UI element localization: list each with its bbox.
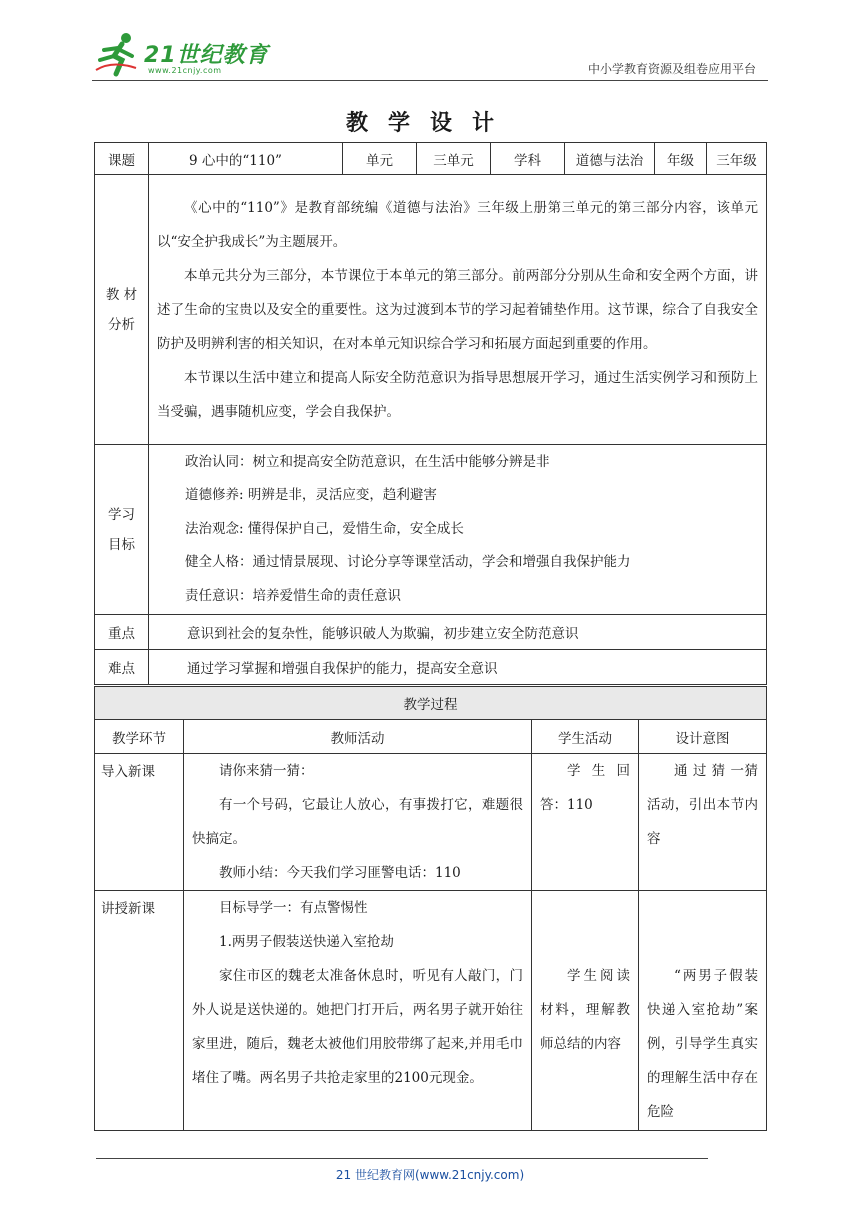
logo-text: 21世纪教育	[144, 43, 269, 68]
intent-text: 通 过 猜 一猜活动，引出本节内容	[647, 763, 758, 847]
analysis-paragraph: 本节课以生活中建立和提高人际安全防范意识为指导思想展开学习，通过生活实例学习和预防上当受骗，遇事随机应变，学会自我保护。	[157, 369, 758, 420]
student-text: 学生阅读材料，理解教师总结的内容	[540, 968, 630, 1052]
header-teacher: 教师活动	[184, 720, 532, 754]
analysis-paragraph: 《心中的“110”》是教育部统编《道德与法治》三年级上册第三单元的第三部分内容，该单元以“安全护我成长”为主题展开。	[157, 199, 758, 250]
table-row	[95, 891, 767, 1131]
difficulty-label: 难点	[95, 650, 149, 685]
analysis-label: 教 材 分析	[95, 175, 149, 445]
page-header	[0, 0, 860, 90]
header-student: 学生活动	[532, 720, 639, 754]
unit-label: 单元	[343, 143, 417, 175]
process-title: 教学过程	[95, 687, 767, 720]
grade-label: 年级	[655, 143, 707, 175]
teacher-line: 请你来猜一猜：	[219, 763, 314, 779]
intent-cell	[639, 754, 767, 891]
goal-item: 政治认同：树立和提高安全防范意识，在生活中能够分辨是非	[185, 453, 550, 470]
lesson-info-table	[94, 142, 767, 685]
teacher-line: 家住市区的魏老太准备休息时，听见有人敲门，门外人说是送快递的。她把门打开后，两名男子就开始往家里进，随后，魏老太被他们用胶带绑了起来,并用毛巾堵住了嘴。两名男子共抢走家里的2100元现金。	[192, 968, 523, 1086]
goals-label: 学习 目标	[95, 445, 149, 615]
logo	[92, 30, 272, 80]
stage-cell: 讲授新课	[95, 891, 184, 1131]
analysis-content	[149, 175, 767, 445]
subject-label: 学科	[491, 143, 565, 175]
lesson-label: 课题	[95, 143, 149, 175]
intent-text: “两男子假装快递入室抢劫”案例，引导学生真实的理解生活中存在危险	[647, 968, 758, 1120]
goal-item: 责任意识：培养爱惜生命的责任意识	[185, 587, 401, 604]
runner-logo-icon	[92, 30, 148, 78]
platform-name: 中小学教育资源及组卷应用平台	[587, 62, 756, 76]
student-cell	[532, 754, 639, 891]
table-row	[95, 754, 767, 891]
goals-content	[149, 445, 767, 615]
goal-item: 道德修养: 明辨是非，灵活应变，趋利避害	[185, 487, 437, 504]
teacher-line: 1.两男子假装送快递入室抢劫	[219, 934, 394, 950]
difficulty-text: 通过学习掌握和增强自我保护的能力，提高安全意识	[149, 650, 767, 685]
student-cell	[532, 891, 639, 1131]
stage-cell: 导入新课	[95, 754, 184, 891]
grade-value: 三年级	[707, 143, 767, 175]
header-divider	[92, 80, 768, 81]
teaching-process-table	[94, 686, 767, 1131]
unit-value: 三单元	[417, 143, 491, 175]
header-intent: 设计意图	[639, 720, 767, 754]
header-stage: 教学环节	[95, 720, 184, 754]
key-point-text: 意识到社会的复杂性，能够识破人为欺骗，初步建立安全防范意识	[149, 615, 767, 650]
intent-cell	[639, 891, 767, 1131]
teacher-line: 有一个号码，它最让人放心，有事拨打它，难题很快搞定。	[192, 797, 523, 847]
footer-divider	[96, 1158, 708, 1159]
teacher-line: 目标导学一：有点警惕性	[219, 900, 368, 916]
key-point-label: 重点	[95, 615, 149, 650]
page-title: 教学设计	[345, 111, 514, 136]
footer-link[interactable]: 21 世纪教育网(www.21cnjy.com)	[335, 1168, 525, 1182]
goal-item: 健全人格：通过情景展现、讨论分享等课堂活动，学会和增强自我保护能力	[185, 554, 631, 571]
teacher-cell	[184, 891, 532, 1131]
lesson-value: 9 心中的“110”	[149, 143, 343, 175]
analysis-paragraph: 本单元共分为三部分，本节课位于本单元的第三部分。前两部分分别从生命和安全两个方面，讲述了生命的宝贵以及安全的重要性。这为过渡到本节的学习起着铺垫作用。这节课，综合了自我安全防护及明辨利害的相关知识，在对本单元知识综合学习和拓展方面起到重要的作用。	[157, 267, 758, 352]
logo-url: www.21cnjy.com	[148, 66, 222, 75]
goal-item: 法治观念: 懂得保护自己，爱惜生命，安全成长	[185, 520, 464, 537]
student-text: 学 生 回答：110	[540, 763, 630, 813]
teacher-cell	[184, 754, 532, 891]
subject-value: 道德与法治	[565, 143, 655, 175]
teacher-line: 教师小结：今天我们学习匪警电话：110	[219, 865, 461, 881]
